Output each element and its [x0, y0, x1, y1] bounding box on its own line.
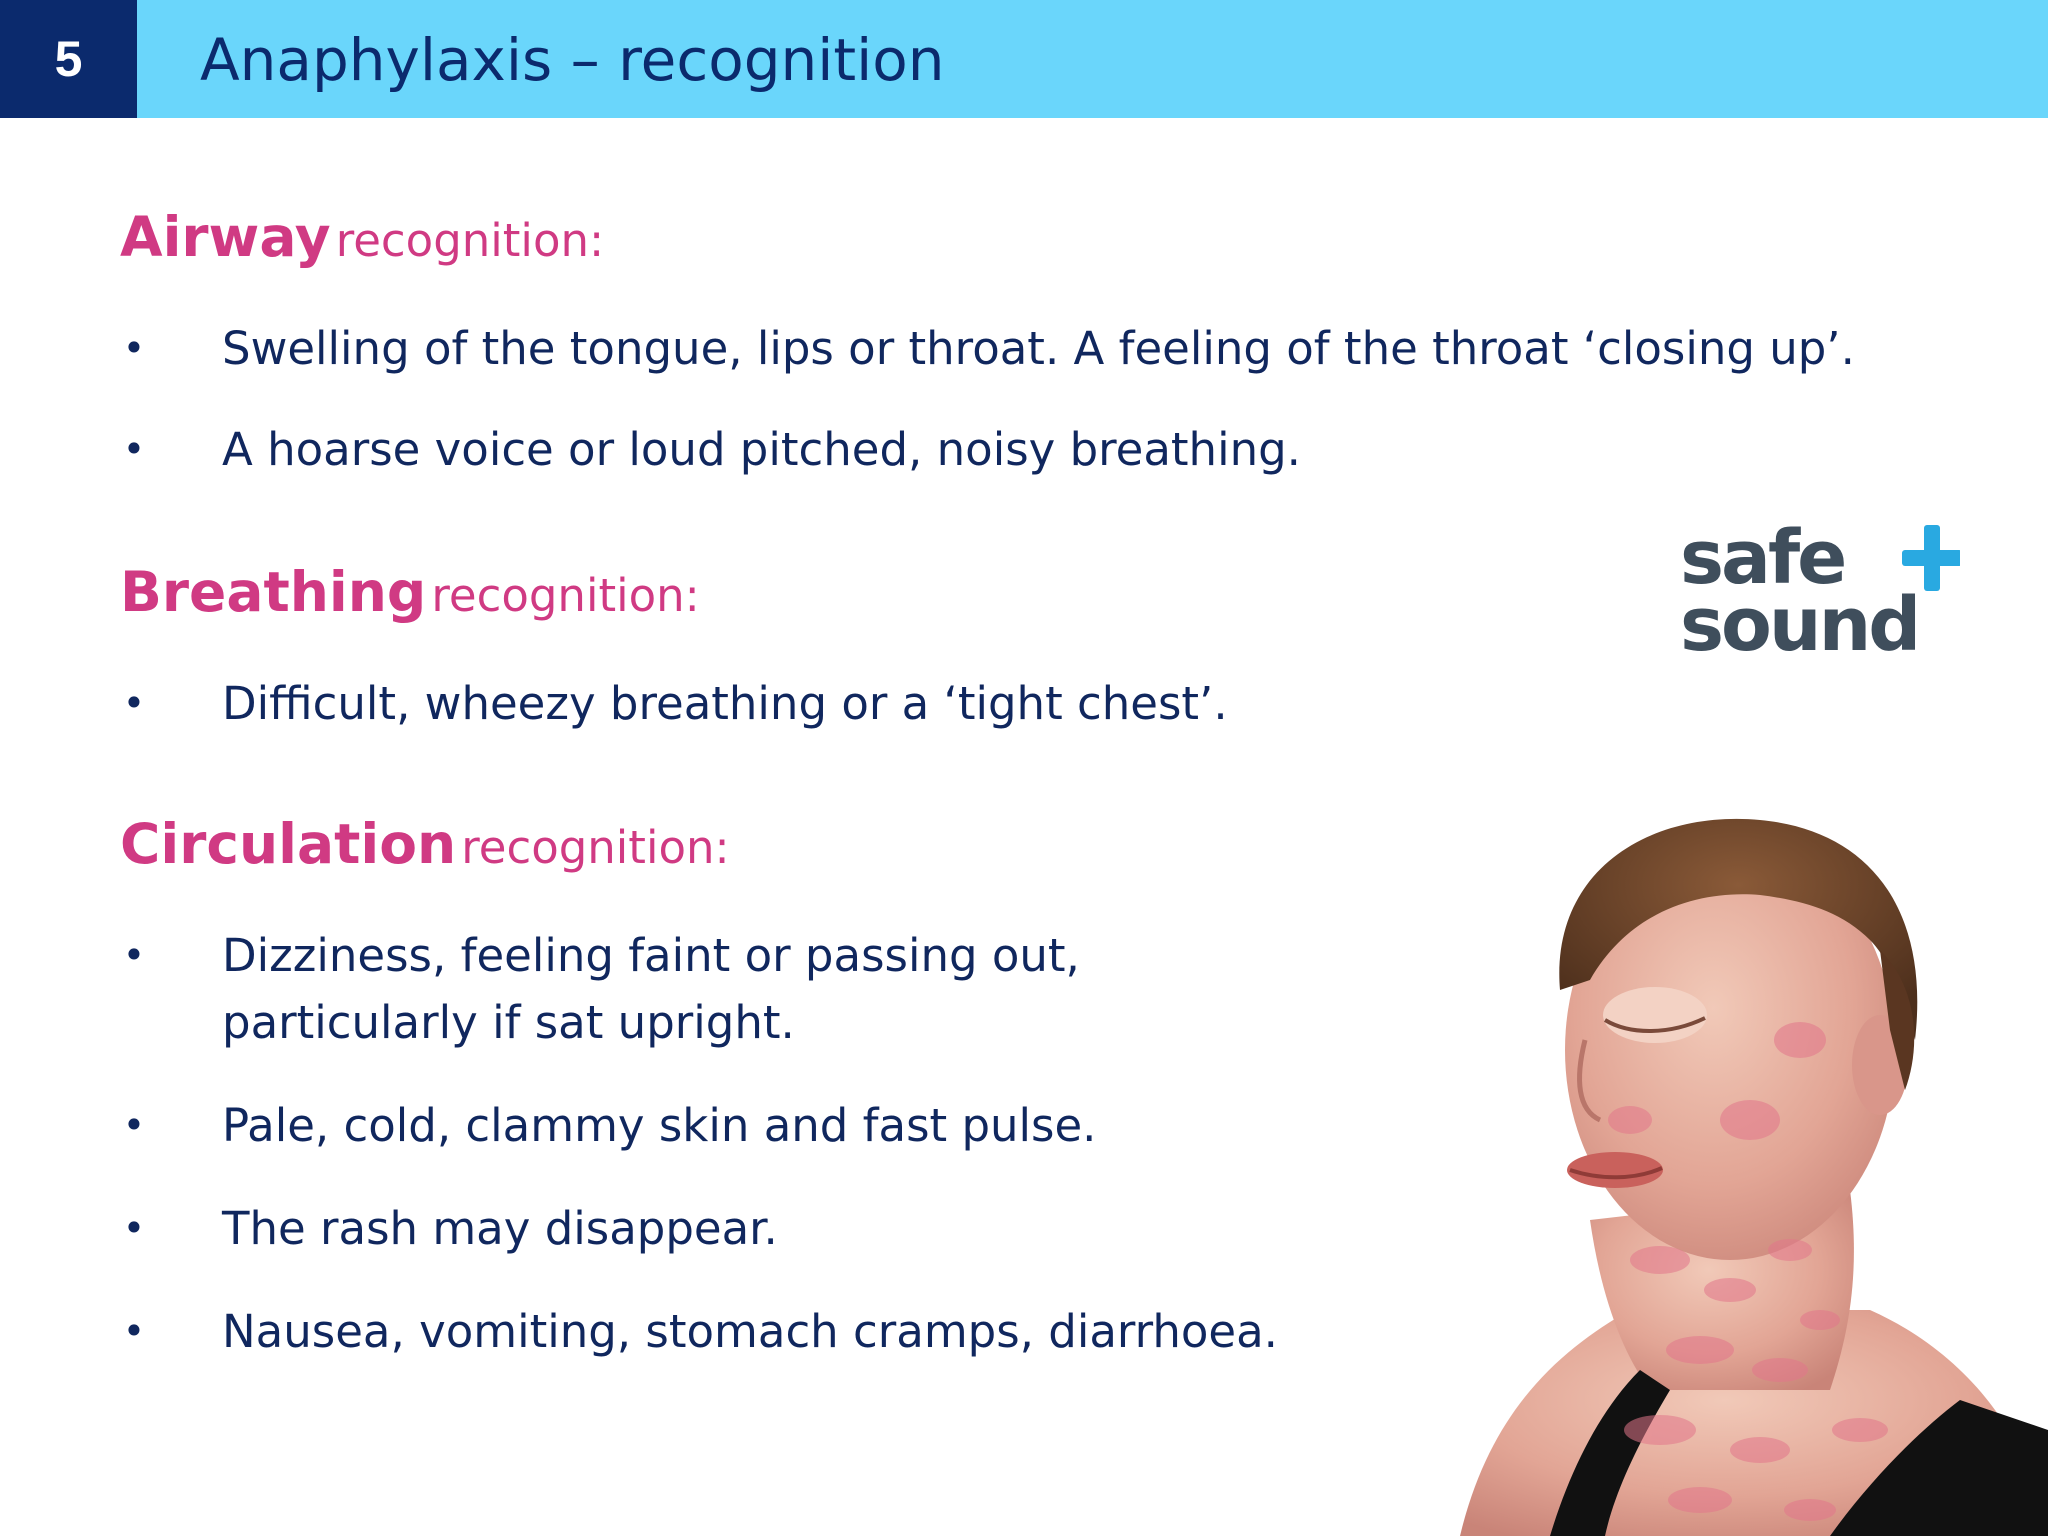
breathing-heading-rest: recognition:	[431, 569, 700, 622]
airway-heading-strong: Airway	[120, 205, 331, 269]
slide-number: 5	[0, 0, 137, 118]
bullet-icon: •	[122, 1206, 146, 1250]
airway-heading	[120, 205, 604, 269]
bullet-icon: •	[122, 681, 146, 725]
breathing-heading-strong: Breathing	[120, 560, 427, 624]
bullet-icon: •	[122, 326, 146, 370]
circulation-heading-rest: recognition:	[461, 821, 730, 874]
bullet-text: The rash may disappear.	[222, 1202, 778, 1255]
bullet-text: Dizziness, feeling faint or passing out, particularly if sat upright.	[222, 929, 1080, 1049]
logo-line2: sound	[1680, 582, 1919, 665]
bullet-icon: •	[122, 1103, 146, 1147]
breathing-heading	[120, 560, 700, 624]
bullet-text: Difficult, wheezy breathing or a ‘tight chest’.	[222, 677, 1228, 730]
bullet-icon: •	[122, 427, 146, 471]
slide-title: Anaphylaxis – recognition	[200, 26, 945, 94]
logo-line1: safe	[1680, 515, 1845, 601]
circulation-heading	[120, 812, 730, 876]
bullet-text: Swelling of the tongue, lips or throat. A feeling of the throat ‘closing up’.	[222, 322, 1855, 375]
person-with-allergic-reaction-photo	[1400, 790, 2048, 1536]
bullet-text: Pale, cold, clammy skin and fast pulse.	[222, 1099, 1097, 1152]
bullet-text: A hoarse voice or loud pitched, noisy breathing.	[222, 423, 1301, 476]
airway-heading-rest: recognition:	[335, 214, 605, 267]
bullet-text: Nausea, vomiting, stomach cramps, diarrhoea.	[222, 1305, 1278, 1358]
header-bar	[0, 0, 2048, 118]
safe-sound-logo	[1680, 515, 1960, 665]
bullet-icon: •	[122, 1309, 146, 1353]
bullet-icon: •	[122, 933, 146, 977]
circulation-heading-strong: Circulation	[120, 812, 457, 876]
